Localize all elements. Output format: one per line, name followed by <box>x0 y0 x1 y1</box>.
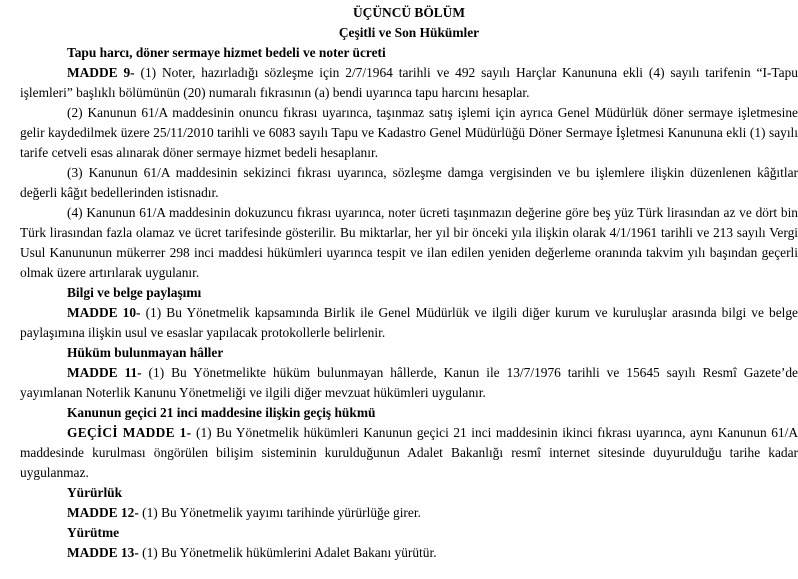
paragraph-text: (1) Noter, hazırladığı sözleşme için 2/7/1964 tarihli ve 492 sayılı Harçlar Kanununa ekli (4) sayılı tarifenin “I-Tapu işlemleri” başlıklı bölümünün (20) numaralı fıkrasının (a) bendi uyarınca tapu harcını hesaplar. <box>20 65 798 100</box>
paragraph-text: (4) Kanunun 61/A maddesinin dokuzuncu fıkrası uyarınca, noter ücreti taşınmazın değerine göre beş yüz Türk lirasından az ve dört bin Türk lirasından fazla olamaz ve ücret tarifesinde gösterilir. Bu miktarlar, her yıl bir önceki yıla ilişkin olarak 4/1/1961 tarihli ve 213 sayılı Vergi Usul Kanununun mükerrer 298 inci maddesi hükümleri uyarınca tespit ve ilan edilen yeniden değerleme oranında takvim yılı başından geçerli olmak üzere artırılarak uygulanır. <box>20 205 798 280</box>
article-label: MADDE 12- <box>67 505 139 520</box>
article-paragraph <box>20 203 798 283</box>
article-paragraph <box>20 423 798 483</box>
paragraph-text: (1) Bu Yönetmelik hükümleri Kanunun geçici 21 inci maddesinin ikinci fıkrası uyarınca, aynı Kanunun 61/A maddesinde kurulması öngörülen bilişim sisteminin kurulduğunun Adalet Bakanlığı resmî internet sitesinde duyurulduğu tarihe kadar uygulanmaz. <box>20 425 798 480</box>
section-subtitle: Çeşitli ve Son Hükümler <box>338 25 480 40</box>
article-paragraph <box>20 503 798 523</box>
article-block <box>20 403 798 483</box>
article-label: MADDE 13- <box>67 545 139 560</box>
article-paragraph <box>20 63 798 103</box>
section-title: ÜÇÜNCÜ BÖLÜM <box>353 5 465 20</box>
article-label: MADDE 11- <box>67 365 142 380</box>
article-paragraph <box>20 163 798 203</box>
article-block <box>20 283 798 343</box>
article-block <box>20 483 798 523</box>
article-heading: Kanunun geçici 21 inci maddesine ilişkin geçiş hükmü <box>67 405 376 420</box>
article-paragraph <box>20 103 798 163</box>
article-heading: Tapu harcı, döner sermaye hizmet bedeli ve noter ücreti <box>67 45 386 60</box>
article-paragraph <box>20 543 798 563</box>
article-heading: Yürürlük <box>67 485 123 500</box>
paragraph-text: (1) Bu Yönetmelik yayımı tarihinde yürürlüğe girer. <box>138 505 421 520</box>
article-paragraph <box>20 303 798 343</box>
paragraph-text: (1) Bu Yönetmelikte hüküm bulunmayan hâllerde, Kanun ile 13/7/1976 tarihli ve 15645 sayılı Resmî Gazete’de yayımlanan Noterlik Kanunu Yönetmeliği ve ilgili diğer mevzuat hükümleri uygulanır. <box>20 365 798 400</box>
article-label: GEÇİCİ MADDE 1- <box>67 425 192 440</box>
article-heading: Hüküm bulunmayan hâller <box>67 345 224 360</box>
article-block <box>20 43 798 283</box>
article-heading: Bilgi ve belge paylaşımı <box>67 285 202 300</box>
paragraph-text: (2) Kanunun 61/A maddesinin onuncu fıkrası uyarınca, taşınmaz satış işlemi için ayrıca Genel Müdürlük döner sermaye işletmesine gelir kaydedilmek üzere 25/11/2010 tarihli ve 6083 sayılı Tapu ve Kadastro Genel Müdürlüğü Döner Sermaye İşletmesi Kanununa ekli (1) sayılı tarife cetveli esas alınarak döner sermaye hizmet bedeli hesaplanır. <box>20 105 798 160</box>
article-paragraph <box>20 363 798 403</box>
article-block <box>20 523 798 563</box>
article-heading: Yürütme <box>67 525 120 540</box>
paragraph-text: (1) Bu Yönetmelik kapsamında Birlik ile Genel Müdürlük ve ilgili diğer kurum ve kuruluşlar arasında bilgi ve belge paylaşımına ilişkin usul ve esaslar yapılacak protokollerle belirlenir. <box>20 305 798 340</box>
article-block <box>20 343 798 403</box>
paragraph-text: (3) Kanunun 61/A maddesinin sekizinci fıkrası uyarınca, sözleşme damga vergisinden ve bu işlemlere ilişkin düzenlenen kâğıtlar değerli kâğıt bedellerinden istisnadır. <box>20 165 798 200</box>
paragraph-text: (1) Bu Yönetmelik hükümlerini Adalet Bakanı yürütür. <box>138 545 437 560</box>
article-label: MADDE 9- <box>67 65 135 80</box>
article-label: MADDE 10- <box>67 305 141 320</box>
